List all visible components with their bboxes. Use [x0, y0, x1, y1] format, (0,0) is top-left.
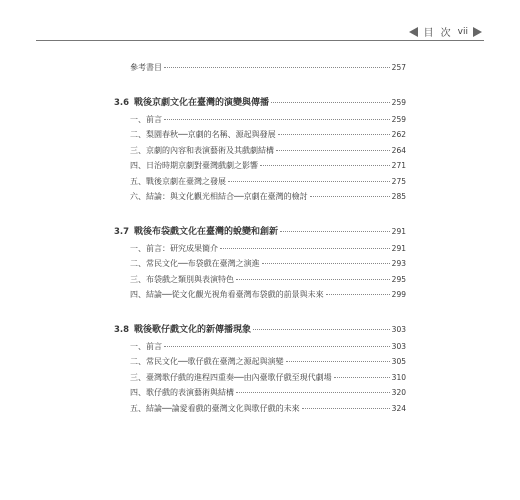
toc-entry-label: 參考書目: [130, 63, 162, 72]
toc-entry-page: 291: [391, 243, 406, 253]
toc-section-3-8[interactable]: [114, 321, 406, 339]
toc-entry-page: 324: [391, 403, 406, 413]
toc-entry[interactable]: [130, 174, 406, 190]
dot-leader: [280, 231, 390, 232]
toc-entry[interactable]: [130, 287, 406, 303]
section-title: 戰後京劇文化在臺灣的演變與傳播: [134, 97, 270, 108]
toc-entry-page: 264: [391, 145, 406, 155]
toc-entry[interactable]: [130, 127, 406, 143]
toc-entry-page: 275: [391, 176, 406, 186]
toc-entry-label: 二、常民文化──歌仔戲在臺灣之源起與演變: [130, 357, 284, 366]
dot-leader: [262, 263, 390, 264]
toc-entry-label: 五、結論──論愛看戲的臺灣文化與歌仔戲的未來: [130, 403, 300, 413]
dot-leader: [228, 181, 390, 182]
toc-entry[interactable]: [130, 256, 406, 272]
toc-entry-page: 303: [391, 341, 406, 351]
toc-entry-page: 299: [391, 290, 406, 299]
toc-entry[interactable]: [130, 189, 406, 205]
toc-entry-label: 三、布袋戲之類別與表演特色: [130, 274, 234, 284]
dot-leader: [164, 119, 390, 120]
toc-entry[interactable]: [130, 272, 406, 288]
toc-entry[interactable]: [130, 354, 406, 370]
toc-entry[interactable]: [130, 370, 406, 386]
toc-entry-label: 一、前言: [130, 341, 162, 351]
toc-entry-page: 295: [391, 274, 406, 284]
dot-leader: [164, 346, 390, 347]
toc-entry[interactable]: [130, 158, 406, 174]
toc-entry-page: 320: [391, 388, 406, 397]
toc-entry-references[interactable]: [130, 60, 406, 76]
header-ornament-left-icon: [409, 27, 418, 37]
toc-section-3-7[interactable]: [114, 223, 406, 241]
toc-entry-label: 四、結論──從文化觀光視角看臺灣布袋戲的前景與未來: [130, 290, 324, 299]
toc-entry-label: 三、臺灣歌仔戲的進程四重奏──由內臺歌仔戲至現代劇場: [130, 372, 332, 382]
header-page-number: vii: [457, 26, 468, 37]
section-number: 3.7: [114, 226, 130, 237]
toc-entry[interactable]: [130, 339, 406, 355]
running-header: [409, 24, 482, 39]
toc-entry[interactable]: [130, 241, 406, 257]
toc-entry-page: 305: [391, 357, 406, 366]
toc-entry-page: 262: [391, 130, 406, 139]
section-title: 戰後布袋戲文化在臺灣的蛻變和創新: [134, 226, 279, 237]
section-page: 259: [391, 97, 406, 107]
dot-leader: [164, 67, 390, 68]
section-page: 291: [391, 226, 406, 236]
toc-entry-label: 六、結論：與文化觀光相結合──京劇在臺灣的檢討: [130, 192, 308, 201]
toc-entry-page: 271: [391, 161, 406, 170]
toc-entry[interactable]: [130, 385, 406, 401]
section-title: 戰後歌仔戲文化的新傳播現象: [134, 324, 252, 335]
toc-entry-page: 293: [391, 259, 406, 268]
header-rule: [36, 40, 484, 41]
dot-leader: [334, 377, 390, 378]
dot-leader: [236, 392, 390, 393]
dot-leader: [220, 248, 390, 249]
toc-entry-label: 三、京劇的內容和表演藝術及其戲劇結構: [130, 145, 274, 155]
toc-entry-label: 二、梨園春秋──京劇的名稱、源起與發展: [130, 130, 276, 139]
header-ornament-right-icon: [473, 27, 482, 37]
toc-entry-page: 310: [391, 372, 406, 382]
toc-entry[interactable]: [130, 401, 406, 417]
header-title: 目 次: [423, 28, 453, 39]
dot-leader: [278, 134, 390, 135]
section-number: 3.8: [114, 324, 130, 335]
toc-entry[interactable]: [130, 112, 406, 128]
section-page: 303: [391, 324, 406, 334]
dot-leader: [286, 361, 390, 362]
toc-section-3-6[interactable]: [114, 94, 406, 112]
table-of-contents: [114, 60, 406, 416]
toc-entry-label: 一、前言: [130, 114, 162, 124]
dot-leader: [260, 165, 390, 166]
toc-entry-label: 四、日治時期京劇對臺灣戲劇之影響: [130, 161, 258, 170]
toc-entry-label: 二、常民文化──布袋戲在臺灣之演進: [130, 259, 260, 268]
toc-entry-label: 四、歌仔戲的表演藝術與結構: [130, 388, 234, 397]
dot-leader: [236, 279, 390, 280]
dot-leader: [310, 196, 390, 197]
dot-leader: [276, 150, 390, 151]
toc-entry-page: 259: [391, 114, 406, 124]
dot-leader: [302, 408, 390, 409]
dot-leader: [253, 329, 390, 330]
dot-leader: [326, 294, 390, 295]
toc-entry-page: 257: [391, 63, 406, 72]
dot-leader: [271, 102, 390, 103]
toc-entry[interactable]: [130, 143, 406, 159]
toc-entry-page: 285: [391, 192, 406, 201]
section-number: 3.6: [114, 97, 130, 108]
toc-entry-label: 一、前言：研究成果簡介: [130, 243, 218, 253]
toc-entry-label: 五、戰後京劇在臺灣之發展: [130, 176, 226, 186]
